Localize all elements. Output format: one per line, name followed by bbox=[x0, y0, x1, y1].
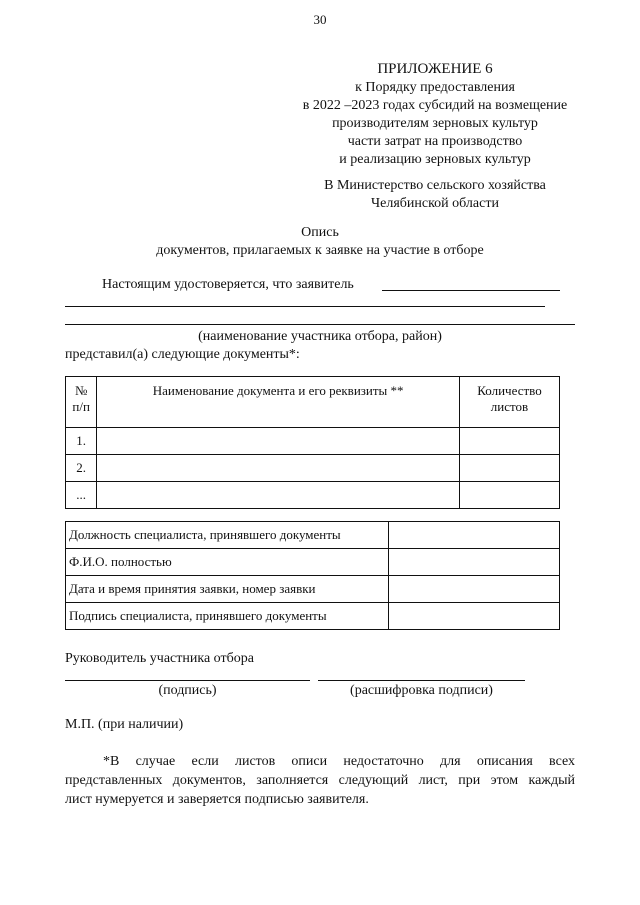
table-header-row bbox=[66, 377, 560, 428]
num-header-line: № bbox=[74, 383, 88, 398]
info-value-cell[interactable] bbox=[389, 576, 560, 603]
document-title bbox=[0, 224, 640, 260]
title-line: Опись bbox=[301, 225, 339, 240]
row-number: ... bbox=[66, 482, 97, 509]
num-header bbox=[66, 377, 97, 428]
recipient-line: В Министерство сельского хозяйства bbox=[324, 178, 546, 193]
count-header-line: листов bbox=[490, 399, 529, 414]
table-row bbox=[66, 455, 560, 482]
appendix-line: части затрат на производство bbox=[347, 134, 523, 149]
footnote-line: лист нумеруется и заверяется подписью заявителя. bbox=[65, 792, 369, 807]
decoding-caption: (расшифровка подписи) bbox=[350, 683, 493, 698]
table-row bbox=[66, 549, 560, 576]
appendix-line: производителям зерновых культур bbox=[332, 116, 538, 131]
signature-line[interactable] bbox=[65, 680, 310, 681]
table-row bbox=[66, 428, 560, 455]
info-label: Дата и время принятия заявки, номер заявки bbox=[66, 576, 389, 603]
appendix-line: в 2022 –2023 годах субсидий на возмещение bbox=[302, 98, 568, 113]
appendix-header bbox=[280, 60, 590, 169]
footnote-line: *В случае если листов описи недостаточно для описания всех bbox=[103, 754, 575, 769]
count-header-line: Количество bbox=[477, 383, 542, 398]
sheet-count-cell[interactable] bbox=[459, 482, 559, 509]
document-name-cell[interactable] bbox=[97, 428, 460, 455]
recipient-block bbox=[280, 177, 590, 213]
info-label: Подпись специалиста, принявшего документы bbox=[66, 603, 389, 630]
info-label: Должность специалиста, принявшего документы bbox=[66, 522, 389, 549]
table-row bbox=[66, 603, 560, 630]
table-row bbox=[66, 482, 560, 509]
num-header-line: п/п bbox=[72, 399, 90, 414]
footnote-line: представленных документов, заполняется следующий лист, при этом каждый bbox=[65, 773, 575, 788]
head-label: Руководитель участника отбора bbox=[65, 651, 254, 666]
appendix-line: и реализацию зерновых культур bbox=[339, 152, 531, 167]
row-number: 1. bbox=[66, 428, 97, 455]
appendix-line: к Порядку предоставления bbox=[355, 80, 515, 95]
documents-table bbox=[65, 376, 560, 509]
table-row bbox=[66, 576, 560, 603]
applicant-name-line[interactable] bbox=[65, 324, 575, 325]
info-label: Ф.И.О. полностью bbox=[66, 549, 389, 576]
count-header bbox=[459, 377, 559, 428]
applicant-name-line[interactable] bbox=[65, 306, 545, 307]
participant-caption: (наименование участника отбора, район) bbox=[198, 329, 442, 344]
submitted-text: представил(а) следующие документы*: bbox=[65, 347, 300, 362]
stamp-note: М.П. (при наличии) bbox=[65, 717, 184, 732]
info-value-cell[interactable] bbox=[389, 522, 560, 549]
document-name-cell[interactable] bbox=[97, 455, 460, 482]
row-number: 2. bbox=[66, 455, 97, 482]
applicant-name-line[interactable] bbox=[382, 290, 560, 291]
signature-decoding-line[interactable] bbox=[318, 680, 525, 681]
sheet-count-cell[interactable] bbox=[459, 455, 559, 482]
footnote bbox=[65, 752, 575, 809]
info-value-cell[interactable] bbox=[389, 549, 560, 576]
appendix-title: ПРИЛОЖЕНИЕ 6 bbox=[377, 61, 493, 77]
name-header: Наименование документа и его реквизиты ** bbox=[97, 377, 460, 428]
recipient-line: Челябинской области bbox=[371, 196, 499, 211]
table-row bbox=[66, 522, 560, 549]
page-number: 30 bbox=[313, 12, 327, 27]
sheet-count-cell[interactable] bbox=[459, 428, 559, 455]
signature-caption: (подпись) bbox=[158, 683, 217, 698]
certify-text: Настоящим удостоверяется, что заявитель bbox=[102, 277, 354, 292]
title-line: документов, прилагаемых к заявке на участие в отборе bbox=[156, 243, 484, 258]
acceptance-info-table bbox=[65, 521, 560, 630]
info-value-cell[interactable] bbox=[389, 603, 560, 630]
document-name-cell[interactable] bbox=[97, 482, 460, 509]
